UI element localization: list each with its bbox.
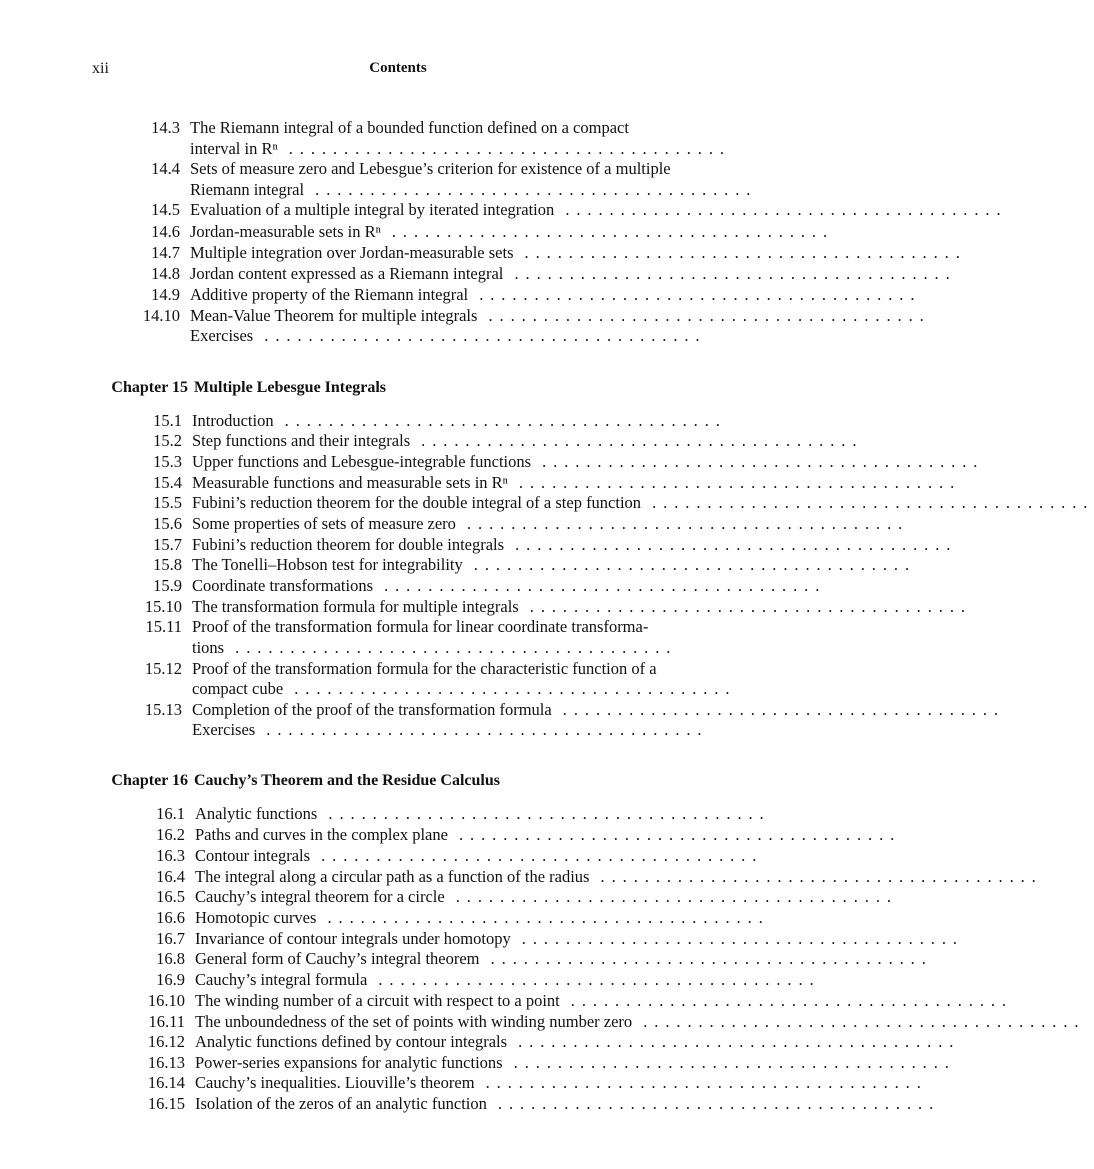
toc-entry-text: The transformation formula for multiple integrals: [192, 597, 519, 616]
toc-entry-line: [195, 991, 1013, 1011]
toc-entry-line: [192, 679, 737, 699]
toc-entry-line: [192, 535, 958, 555]
dot-leader: ........................................: [380, 222, 835, 241]
dot-leader: ........................................: [477, 306, 931, 325]
toc-entry-line: [195, 929, 964, 949]
toc-entry-line: [195, 825, 902, 845]
dot-leader: ........................................: [632, 1012, 1086, 1031]
toc-entry-text: Analytic functions: [195, 804, 318, 823]
section-number: 15.7: [153, 535, 182, 554]
toc-entry-line: [195, 949, 933, 969]
section-number: 16.3: [156, 846, 185, 865]
dot-leader: ........................................: [518, 597, 972, 616]
dot-leader: ........................................: [531, 452, 985, 471]
section-number: 15.9: [153, 576, 182, 595]
toc-entry-text: The Tonelli–Hobson test for integrability: [192, 555, 463, 574]
toc-entry-line: [192, 576, 827, 596]
toc-entry-text: The Riemann integral of a bounded function defined on a compact: [190, 118, 629, 137]
section-number: 15.11: [145, 617, 182, 636]
section-number: 16.14: [147, 1073, 185, 1092]
dot-leader: ........................................: [310, 846, 764, 865]
dot-leader: ........................................: [317, 804, 771, 823]
toc-entry-text: Jordan content expressed as a Riemann integral: [190, 264, 504, 283]
toc-entry-line: [195, 1012, 1086, 1032]
dot-leader: ........................................: [455, 514, 910, 533]
toc-entry-text: General form of Cauchy’s integral theorem: [195, 949, 480, 968]
toc-entry-line: [195, 887, 898, 907]
section-number: 16.1: [156, 804, 185, 823]
chapter-label: Chapter 16: [111, 772, 188, 789]
running-head: Contents: [369, 60, 427, 76]
toc-entry-text: Fubini’s reduction theorem for the double integral of a step function: [192, 493, 642, 512]
section-number: 16.4: [156, 867, 185, 886]
section-number: 16.15: [147, 1094, 185, 1113]
toc-entry-text: The integral along a circular path as a function of the radius: [195, 867, 590, 886]
dot-leader: ........................................: [410, 431, 864, 450]
toc-entry-line: [192, 411, 727, 431]
section-number: 15.6: [153, 514, 182, 533]
dot-leader: ........................................: [468, 285, 922, 304]
section-number: 16.12: [147, 1032, 185, 1051]
toc-entry-line: [195, 1053, 956, 1073]
dot-leader: ........................................: [589, 867, 1043, 886]
dot-leader: ........................................: [486, 1094, 941, 1113]
section-number: 16.8: [156, 949, 185, 968]
dot-leader: ........................................: [283, 679, 737, 698]
toc-entry-line: [190, 159, 700, 179]
dot-leader: ........................................: [373, 576, 827, 595]
toc-entry-line: [192, 493, 1094, 513]
toc-entry-text: Riemann integral: [190, 180, 305, 199]
section-number: 14.5: [151, 200, 180, 219]
toc-entry-line: [192, 638, 700, 658]
toc-entry-line: [195, 1094, 941, 1114]
toc-entry-text: Introduction: [192, 411, 274, 430]
toc-entry-line: [192, 617, 700, 637]
toc-entry-text: Homotopic curves: [195, 908, 317, 927]
toc-entry-text: Sets of measure zero and Lebesgue’s criterion for existence of a multiple: [190, 159, 671, 178]
dot-leader: ........................................: [253, 326, 707, 345]
toc-entry-text: Paths and curves in the complex plane: [195, 825, 448, 844]
toc-entry-line: [190, 306, 931, 326]
dot-leader: ........................................: [479, 949, 933, 968]
toc-entry-line: [190, 285, 922, 305]
toc-entry-line: [195, 804, 771, 824]
dot-leader: ........................................: [503, 264, 957, 283]
section-number: 15.2: [153, 431, 182, 450]
dot-leader: ........................................: [444, 887, 898, 906]
dot-leader: ........................................: [277, 139, 731, 158]
dot-leader: ........................................: [513, 243, 967, 262]
dot-leader: ........................................: [474, 1073, 928, 1092]
toc-entry-line: [192, 659, 700, 679]
toc-entry-text: Some properties of sets of measure zero: [192, 514, 456, 533]
chapter-label: Chapter 15: [111, 379, 188, 396]
section-number: 14.6: [151, 222, 180, 241]
section-number: 14.10: [142, 306, 180, 325]
dot-leader: ........................................: [462, 555, 917, 574]
chapter-title: Cauchy’s Theorem and the Residue Calculus: [194, 772, 500, 789]
section-number: 15.12: [144, 659, 182, 678]
section-number: 16.2: [156, 825, 185, 844]
page-header: [92, 60, 704, 80]
toc-entry-line: [190, 222, 835, 242]
page-number: xii: [92, 60, 109, 77]
dot-leader: ........................................: [367, 970, 821, 989]
toc-entry-line: [190, 139, 731, 159]
toc-entry-text: Exercises: [190, 326, 254, 345]
dot-leader: ........................................: [507, 473, 962, 492]
chapter-title: Multiple Lebesgue Integrals: [194, 379, 386, 396]
toc-entry-text: Cauchy’s inequalities. Liouville’s theorem: [195, 1073, 475, 1092]
toc-entry-text: Isolation of the zeros of an analytic function: [195, 1094, 487, 1113]
toc-entry-line: [192, 431, 864, 451]
toc-entry-line: [190, 180, 758, 200]
toc-entry-text: compact cube: [192, 679, 284, 698]
section-number: 15.4: [153, 473, 182, 492]
section-number: 16.13: [147, 1053, 185, 1072]
toc-entry-line: [192, 514, 910, 534]
toc-entry-text: interval in Rⁿ: [190, 139, 278, 158]
section-number: 15.5: [153, 493, 182, 512]
section-number: 15.13: [144, 700, 182, 719]
toc-entry-line: [195, 1073, 928, 1093]
dot-leader: ........................................: [502, 1053, 956, 1072]
section-number: 14.7: [151, 243, 180, 262]
toc-entry-line: [195, 846, 764, 866]
dot-leader: ........................................: [551, 700, 1005, 719]
toc-entry-text: The winding number of a circuit with respect to a point: [195, 991, 560, 1010]
toc-entry-text: Proof of the transformation formula for linear coordinate transforma-: [192, 617, 649, 636]
toc-entry-text: The unboundedness of the set of points with winding number zero: [195, 1012, 633, 1031]
toc-entry-text: Cauchy’s integral formula: [195, 970, 368, 989]
toc-entry-text: Completion of the proof of the transformation formula: [192, 700, 552, 719]
toc-entry-line: [190, 243, 967, 263]
section-number: 14.3: [151, 118, 180, 137]
toc-entry-line: [195, 1032, 961, 1052]
toc-entry-text: Contour integrals: [195, 846, 311, 865]
toc-entry-line: [192, 597, 972, 617]
toc-entry-line: [190, 326, 707, 346]
section-number: 15.1: [153, 411, 182, 430]
dot-leader: ........................................: [273, 411, 727, 430]
toc-entry-text: Mean-Value Theorem for multiple integrals: [190, 306, 478, 325]
dot-leader: ........................................: [316, 908, 770, 927]
toc-entry-text: tions: [192, 638, 225, 657]
toc-entry-line: [190, 118, 700, 138]
toc-entry-text: Invariance of contour integrals under homotopy: [195, 929, 511, 948]
section-number: 16.10: [147, 991, 185, 1010]
dot-leader: ........................................: [304, 180, 758, 199]
section-number: 15.8: [153, 555, 182, 574]
section-number: 16.9: [156, 970, 185, 989]
toc-entry-line: [192, 555, 917, 575]
dot-leader: ........................................: [507, 1032, 961, 1051]
toc-entry-text: Exercises: [192, 720, 256, 739]
dot-leader: ........................................: [447, 825, 902, 844]
section-number: 16.5: [156, 887, 185, 906]
toc-entry-text: Power-series expansions for analytic functions: [195, 1053, 503, 1072]
dot-leader: ........................................: [504, 535, 958, 554]
toc-entry-text: Proof of the transformation formula for the characteristic function of a: [192, 659, 657, 678]
toc-entry-text: Analytic functions defined by contour integrals: [195, 1032, 508, 1051]
toc-entry-text: Upper functions and Lebesgue-integrable functions: [192, 452, 532, 471]
section-number: 16.6: [156, 908, 185, 927]
toc-entry-text: Measurable functions and measurable sets in Rⁿ: [192, 473, 508, 492]
toc-entry-line: [192, 720, 709, 740]
toc-entry-text: Evaluation of a multiple integral by iterated integration: [190, 200, 555, 219]
dot-leader: ........................................: [641, 493, 1094, 512]
dot-leader: ........................................: [554, 200, 1008, 219]
toc-entry-text: Step functions and their integrals: [192, 431, 411, 450]
section-number: 14.4: [151, 159, 180, 178]
section-number: 15.10: [144, 597, 182, 616]
toc-entry-line: [192, 700, 1005, 720]
toc-entry-text: Coordinate transformations: [192, 576, 374, 595]
section-number: 14.8: [151, 264, 180, 283]
dot-leader: ........................................: [559, 991, 1013, 1010]
toc-entry-text: Cauchy’s integral theorem for a circle: [195, 887, 445, 906]
section-number: 15.3: [153, 452, 182, 471]
toc-entry-text: Fubini’s reduction theorem for double integrals: [192, 535, 505, 554]
dot-leader: ........................................: [224, 638, 678, 657]
toc-entry-line: [195, 908, 770, 928]
toc-entry-line: [192, 473, 962, 493]
section-number: 14.9: [151, 285, 180, 304]
toc-entry-line: [190, 264, 957, 284]
toc-entry-line: [195, 867, 1043, 887]
toc-entry-line: [195, 970, 821, 990]
toc-entry-text: Additive property of the Riemann integral: [190, 285, 469, 304]
toc-entry-line: [192, 452, 985, 472]
toc-entry-text: Jordan-measurable sets in Rⁿ: [190, 222, 381, 241]
dot-leader: ........................................: [510, 929, 964, 948]
toc-entry-text: Multiple integration over Jordan-measurable sets: [190, 243, 514, 262]
dot-leader: ........................................: [255, 720, 709, 739]
section-number: 16.7: [156, 929, 185, 948]
toc-entry-line: [190, 200, 1008, 220]
section-number: 16.11: [148, 1012, 185, 1031]
